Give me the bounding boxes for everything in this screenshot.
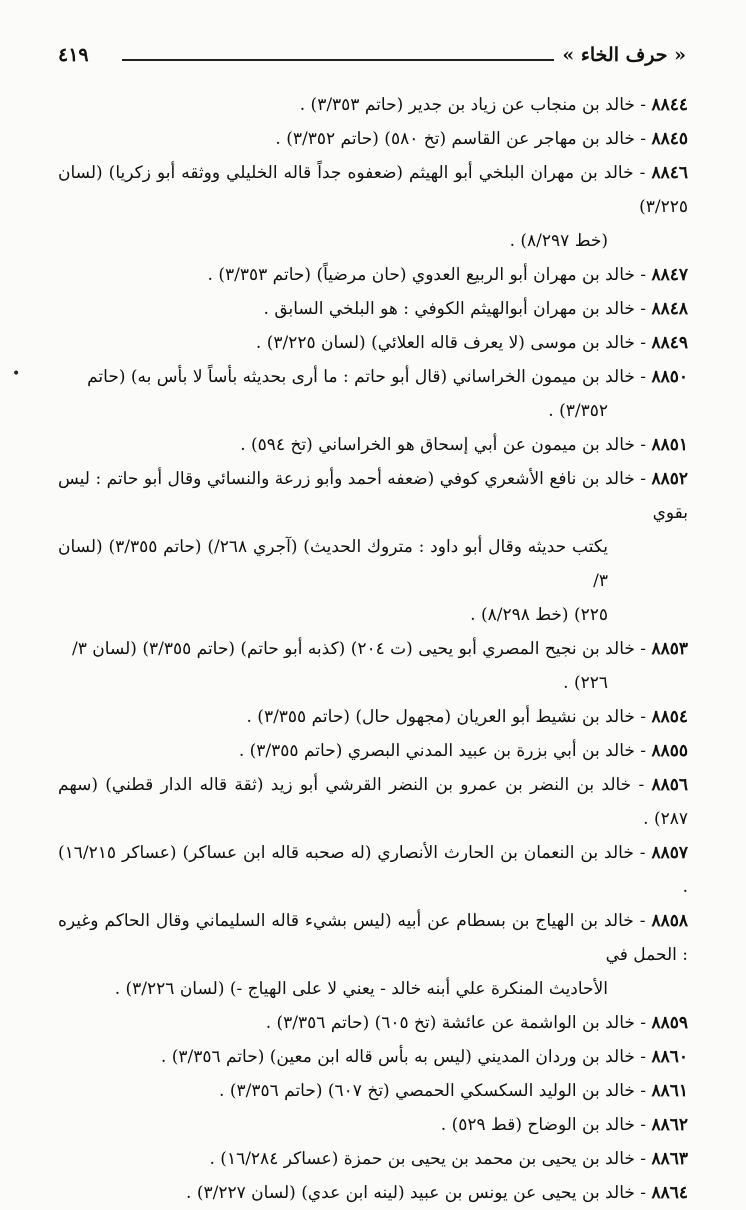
entry-text: خالد بن موسى (لا يعرف قاله العلائي) (لسان ٣/٢٢٥) . <box>255 333 635 353</box>
entry-number: ٨٨٥٢ <box>651 469 688 489</box>
entry: ٨٨٥٥ - خالد بن أبي بزرة بن عبيد المدني البصري (حاتم ٣/٣٥٥) . <box>238 741 688 761</box>
entry: ٨٨٥٣ - خالد بن نجيح المصري أبو يحيى (ت ٢٠٤) (كذبه أبو حاتم) (حاتم ٣/٣٥٥) (لسان ٣/ ٢٢٦) . <box>58 632 688 700</box>
chapter-title: « حرف الخاء » <box>562 44 686 66</box>
entry: ٨٨٦٢ - خالد بن الوضاح (قط ٥٢٩) . <box>440 1115 688 1135</box>
entry: ٨٨٦٠ - خالد بن وردان المديني (ليس به بأس قاله ابن معين) (حاتم ٣/٣٥٦) . <box>160 1047 688 1067</box>
entry-text: خالد بن مهران البلخي أبو الهيثم (ضعفوه جداً قاله الخليلي ووثقه أبو زكريا) (لسان ٣/٢٢٥) <box>58 163 688 217</box>
entry-text: خالد بن ميمون عن أبي إسحاق هو الخراساني (تخ ٥٩٤) . <box>240 435 635 455</box>
entry-text: خالد بن الوضاح (قط ٥٢٩) . <box>440 1115 635 1135</box>
entry: ٨٨٤٨ - خالد بن مهران أبوالهيثم الكوفي : هو البلخي السابق . <box>263 299 688 319</box>
entry-text: خالد بن أبي بزرة بن عبيد المدني البصري (حاتم ٣/٣٥٥) . <box>238 741 635 761</box>
entry-text: خالد بن الواشمة عن عائشة (تخ ٦٠٥) (حاتم ٣/٣٥٦) . <box>265 1013 635 1033</box>
entry-number: ٨٨٤٧ <box>651 265 688 285</box>
entry-text: خالد بن منجاب عن زياد بن جدير (حاتم ٣/٣٥٣) . <box>299 95 635 115</box>
entry-continuation: ٢٢٥) (خط ٨/٢٩٨) . <box>470 605 608 625</box>
entry-number: ٨٨٥١ <box>651 435 688 455</box>
entry-number: ٨٨٥٣ <box>651 639 688 659</box>
entry-number: ٨٨٤٨ <box>651 299 688 319</box>
entry-number: ٨٨٤٩ <box>651 333 688 353</box>
entry-number: ٨٨٥٤ <box>651 707 688 727</box>
entry-text: خالد بن مهران أبو الربيع العدوي (حان مرضياً) (حاتم ٣/٣٥٣) . <box>207 265 635 285</box>
entry-text: خالد بن مهاجر عن القاسم (تخ ٥٨٠) (حاتم ٣/٣٥٢) . <box>275 129 635 149</box>
entry: ٨٨٤٤ - خالد بن منجاب عن زياد بن جدير (حاتم ٣/٣٥٣) . <box>299 95 688 115</box>
entry-number: ٨٨٥٠ <box>651 367 688 387</box>
stray-mark: • <box>12 366 21 382</box>
entry-number: ٨٨٥٨ <box>651 911 688 931</box>
entry: ٨٨٥٠ - خالد بن ميمون الخراساني (قال أبو حاتم : ما أرى بحديثه بأساً لا بأس به) (حاتم ٣/٣٥٢) . <box>58 360 688 428</box>
entry: ٨٨٥٨ - خالد بن الهياج بن بسطام عن أبيه (ليس بشيء قاله السليماني وقال الحاكم وغيره : الحمل في الأحاديث المنكرة علي أبنه خالد - يعني لا على الهياج -) (لسان ٣/٢٢٦) . <box>58 904 688 1006</box>
entry: ٨٨٦٣ - خالد بن يحيى بن محمد بن يحيى بن حمزة (عساكر ١٦/٢٨٤) . <box>209 1149 688 1169</box>
entry-text: خالد بن نشيط أبو العريان (مجهول حال) (حاتم ٣/٣٥٥) . <box>246 707 635 727</box>
entry-text: خالد بن وردان المديني (ليس به بأس قاله ابن معين) (حاتم ٣/٣٥٦) . <box>160 1047 635 1067</box>
entry-continuation: الأحاديث المنكرة علي أبنه خالد - يعني لا على الهياج -) (لسان ٣/٢٢٦) . <box>114 979 608 999</box>
header-rule <box>122 59 554 61</box>
entry-number: ٨٨٦٣ <box>651 1149 688 1169</box>
entry-text: خالد بن ميمون الخراساني (قال أبو حاتم : ما أرى بحديثه بأساً لا بأس به) (حاتم <box>87 367 635 387</box>
entry: ٨٨٥٦ - خالد بن النضر بن عمرو بن النضر القرشي أبو زيد (ثقة قاله الدار قطني) (سهم ٢٨٧) . <box>58 775 688 829</box>
entry-continuation: (خط ٨/٢٩٧) . <box>509 231 608 251</box>
entry-text: خالد بن الهياج بن بسطام عن أبيه (ليس بشيء قاله السليماني وقال الحاكم وغيره : الحمل في <box>58 911 688 965</box>
entry: ٨٨٤٥ - خالد بن مهاجر عن القاسم (تخ ٥٨٠) (حاتم ٣/٣٥٢) . <box>275 129 688 149</box>
entry-continuation: ٢٢٦) . <box>563 673 608 693</box>
entry: ٨٨٦٤ - خالد بن يحيى عن يونس بن عبيد (لينه ابن عدي) (لسان ٣/٢٢٧) . <box>186 1183 688 1203</box>
entry-text: خالد بن نافع الأشعري كوفي (ضعفه أحمد وأبو زرعة والنسائي وقال أبو حاتم : ليس بقوي <box>58 469 688 523</box>
entry: ٨٨٥٩ - خالد بن الواشمة عن عائشة (تخ ٦٠٥) (حاتم ٣/٣٥٦) . <box>265 1013 688 1033</box>
running-header <box>58 40 686 72</box>
entry-number: ٨٨٤٤ <box>651 95 688 115</box>
entry-number: ٨٨٦٢ <box>651 1115 688 1135</box>
entry-text: خالد بن النضر بن عمرو بن النضر القرشي أبو زيد (ثقة قاله الدار قطني) (سهم ٢٨٧) . <box>58 775 688 829</box>
entry-number: ٨٨٦٤ <box>651 1183 688 1203</box>
entry-number: ٨٨٥٧ <box>651 843 688 863</box>
entry-text: خالد بن مهران أبوالهيثم الكوفي : هو البلخي السابق . <box>263 299 635 319</box>
entry-number: ٨٨٤٥ <box>651 129 688 149</box>
entry: ٨٨٥٧ - خالد بن النعمان بن الحارث الأنصاري (له صحبه قاله ابن عساكر) (عساكر ١٦/٢١٥) . <box>58 843 688 897</box>
entry-continuation: يكتب حديثه وقال أبو داود : متروك الحديث) (آجري ٢٦٨/) (حاتم ٣/٣٥٥) (لسان ٣/ <box>58 537 608 591</box>
entry-text: خالد بن يحيى بن محمد بن يحيى بن حمزة (عساكر ١٦/٢٨٤) . <box>209 1149 635 1169</box>
entry-continuation: ٣/٣٥٢) . <box>548 401 608 421</box>
entry-number: ٨٨٥٥ <box>651 741 688 761</box>
entry-text: خالد بن النعمان بن الحارث الأنصاري (له صحبه قاله ابن عساكر) (عساكر ١٦/٢١٥) . <box>58 843 688 897</box>
entry-number: ٨٨٦١ <box>651 1081 688 1101</box>
entry: ٨٨٦١ - خالد بن الوليد السكسكي الحمصي (تخ ٦٠٧) (حاتم ٣/٣٥٦) . <box>219 1081 688 1101</box>
entry: ٨٨٥٢ - خالد بن نافع الأشعري كوفي (ضعفه أحمد وأبو زرعة والنسائي وقال أبو حاتم : ليس بقوي يكتب حديثه وقال أبو داود : متروك الحديث) (آجري ٢٦٨/) (حاتم ٣/٣٥٥) (لسان ٣/ ٢٢٥) (خط ٨/٢٩٨) . <box>58 462 688 632</box>
entry: ٨٨٥١ - خالد بن ميمون عن أبي إسحاق هو الخراساني (تخ ٥٩٤) . <box>240 435 688 455</box>
page-number: ٤١٩ <box>58 44 89 66</box>
entry-number: ٨٨٥٩ <box>651 1013 688 1033</box>
entry-number: ٨٨٥٦ <box>651 775 688 795</box>
entry-text: خالد بن نجيح المصري أبو يحيى (ت ٢٠٤) (كذبه أبو حاتم) (حاتم ٣/٣٥٥) (لسان ٣/ <box>72 639 635 659</box>
entry: ٨٨٤٧ - خالد بن مهران أبو الربيع العدوي (حان مرضياً) (حاتم ٣/٣٥٣) . <box>207 265 688 285</box>
entry-list <box>58 88 688 1210</box>
entry: ٨٨٥٤ - خالد بن نشيط أبو العريان (مجهول حال) (حاتم ٣/٣٥٥) . <box>246 707 688 727</box>
entry-number: ٨٨٦٠ <box>651 1047 688 1067</box>
entry: ٨٨٤٩ - خالد بن موسى (لا يعرف قاله العلائي) (لسان ٣/٢٢٥) . <box>255 333 688 353</box>
entry-text: خالد بن يحيى عن يونس بن عبيد (لينه ابن عدي) (لسان ٣/٢٢٧) . <box>186 1183 635 1203</box>
entry-number: ٨٨٤٦ <box>651 163 688 183</box>
entry: ٨٨٤٦ - خالد بن مهران البلخي أبو الهيثم (ضعفوه جداً قاله الخليلي ووثقه أبو زكريا) (لسان ٣/٢٢٥) (خط ٨/٢٩٧) . <box>58 156 688 258</box>
entry-text: خالد بن الوليد السكسكي الحمصي (تخ ٦٠٧) (حاتم ٣/٣٥٦) . <box>219 1081 635 1101</box>
